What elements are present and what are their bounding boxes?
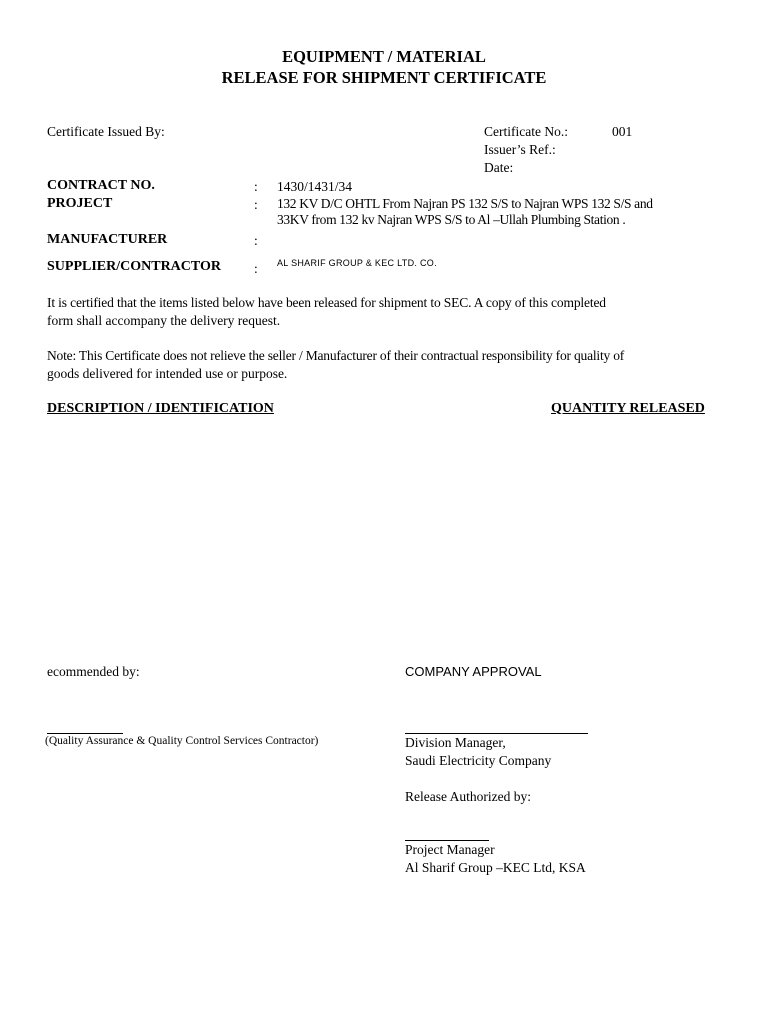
- date-label: Date:: [484, 160, 514, 175]
- certificate-no-value: 001: [612, 124, 633, 139]
- division-manager-signature-line: [405, 733, 588, 734]
- title-line-2: RELEASE FOR SHIPMENT CERTIFICATE: [221, 68, 547, 87]
- kec-company-name: Al Sharif Group –KEC Ltd, KSA: [405, 860, 586, 875]
- quantity-released-heading: QUANTITY RELEASED: [551, 401, 705, 416]
- project-value-line-2: 33KV from 132 kv Najran WPS S/S to Al –Ullah Plumbing Station .: [277, 212, 626, 227]
- manufacturer-colon: :: [254, 233, 258, 248]
- certificate-no-label: Certificate No.:: [484, 124, 568, 139]
- project-label: PROJECT: [47, 196, 113, 211]
- description-identification-heading: DESCRIPTION / IDENTIFICATION: [47, 401, 274, 416]
- division-manager-title: Division Manager,: [405, 735, 506, 750]
- contract-colon: :: [254, 179, 258, 194]
- supplier-colon: :: [254, 261, 258, 276]
- project-colon: :: [254, 197, 258, 212]
- supplier-contractor-value: AL SHARIF GROUP & KEC LTD. CO.: [277, 258, 437, 268]
- certification-para-line-2: form shall accompany the delivery request.: [47, 313, 281, 328]
- issuer-ref-label: Issuer’s Ref.:: [484, 142, 556, 157]
- note-line-2: goods delivered for intended use or purpose.: [47, 366, 288, 381]
- project-manager-signature-line: [405, 840, 489, 841]
- recommended-signature-line: [47, 733, 123, 734]
- supplier-contractor-label: SUPPLIER/CONTRACTOR: [47, 259, 221, 274]
- contract-no-value: 1430/1431/34: [277, 179, 353, 194]
- sec-company-name: Saudi Electricity Company: [405, 753, 552, 768]
- contract-no-label: CONTRACT NO.: [47, 178, 155, 193]
- certificate-issued-by-label: Certificate Issued By:: [47, 124, 165, 139]
- certification-para-line-1: It is certified that the items listed below have been released for shipment to SEC. A copy of this completed: [47, 295, 606, 310]
- note-line-1: Note: This Certificate does not relieve the seller / Manufacturer of their contractual responsibility for quality of: [47, 348, 625, 363]
- project-value-line-1: 132 KV D/C OHTL From Najran PS 132 S/S to Najran WPS 132 S/S and: [277, 196, 653, 211]
- title-line-1: EQUIPMENT / MATERIAL: [282, 47, 486, 66]
- company-approval-heading: COMPANY APPROVAL: [405, 664, 542, 679]
- project-manager-title: Project Manager: [405, 842, 495, 857]
- qa-contractor-caption: (Quality Assurance & Quality Control Services Contractor): [45, 735, 319, 747]
- recommended-by-label: ecommended by:: [47, 664, 140, 679]
- manufacturer-label: MANUFACTURER: [47, 232, 168, 247]
- release-authorized-by-label: Release Authorized by:: [405, 789, 531, 804]
